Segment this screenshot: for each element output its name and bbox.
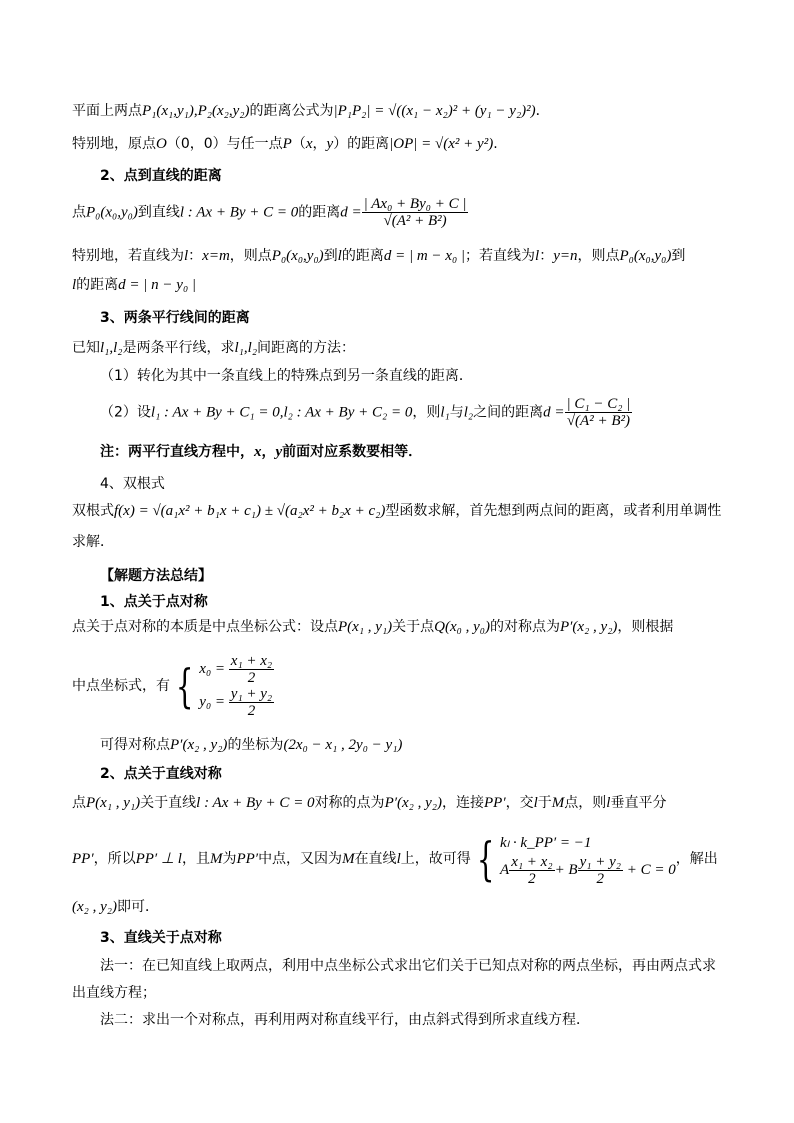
line-solve: [72, 897, 732, 917]
text: ，连接: [442, 795, 484, 811]
text: 的距离: [298, 204, 341, 221]
text: 的距离: [76, 277, 119, 293]
line-special-case-cont: [72, 275, 732, 295]
math: l₁: [440, 404, 450, 421]
math-d-eq: d =: [340, 204, 362, 221]
math: d =: [543, 404, 565, 421]
equation-system: [199, 653, 274, 719]
math-p0: P₀(x₀,y₀): [86, 204, 138, 221]
line-method-a-cont: 出直线方程；: [72, 985, 156, 1001]
line-midpoint-system: [72, 646, 732, 726]
equation-midpoint-on-line: A $\frac{\text{x₁ + x₂}}{2}$ + B $\frac{\text{y₁ + y₂}}{2}$ + C = 0: [500, 853, 676, 887]
line-point-symmetry: [72, 617, 732, 637]
line-point-line-formula: [72, 196, 732, 229]
fraction-point-line: [362, 196, 469, 229]
text: 平面上两点: [72, 103, 142, 119]
math: d = | m − x₀ |: [383, 248, 466, 264]
text: ，: [312, 136, 327, 152]
math: l₂: [463, 404, 474, 421]
equation-system: [500, 832, 676, 887]
line-double-radical-cont: 求解．: [72, 534, 114, 550]
text: 是两条平行线，求: [122, 340, 235, 356]
text: （: [291, 136, 306, 152]
math: M: [342, 851, 355, 867]
math: P₀(x₀,y₀): [619, 248, 672, 264]
math: PP′: [236, 851, 259, 867]
text: ，所以: [93, 851, 136, 867]
fraction-denominator: √(A² + B²): [383, 213, 447, 229]
text: 的距离公式为: [249, 103, 334, 119]
text: ，交: [505, 795, 534, 811]
line-distance-two-points: [72, 101, 732, 121]
text: 的对称点为: [489, 619, 560, 635]
text: （2）设: [100, 404, 151, 421]
text: 可得对称点: [100, 737, 170, 753]
text: ，则: [412, 404, 441, 421]
math: M: [209, 851, 223, 867]
line-perpendicular-system: [72, 824, 732, 894]
text: ）的距离: [333, 136, 390, 152]
text: （0，0）与任一点: [166, 136, 283, 152]
math: l: [184, 248, 189, 264]
math: PP′ ⊥ l: [135, 851, 182, 867]
text: 到直线: [137, 204, 180, 221]
text: 在直线: [354, 851, 397, 867]
math: l: [396, 851, 401, 867]
math: PP′: [484, 795, 506, 811]
math: x: [254, 444, 262, 460]
fraction-numerator: | Ax₀ + By₀ + C |: [363, 196, 467, 212]
heading-method-summary: 【解题方法总结】: [100, 568, 212, 584]
math: l: [535, 248, 540, 264]
line-point-line-symmetry: [72, 793, 732, 813]
text: .: [493, 136, 498, 152]
text: 为: [222, 851, 237, 867]
math-y: y: [326, 136, 334, 152]
text: 的坐标为: [227, 737, 284, 753]
math: l: [606, 795, 611, 811]
brace-icon: {: [476, 832, 495, 886]
text: 关于直线: [140, 795, 197, 811]
text: 上，故可得: [400, 851, 471, 867]
text: ；若直线为: [465, 248, 536, 264]
text: ：: [188, 248, 203, 264]
text: ：: [539, 248, 554, 264]
text: ，则根据: [617, 619, 674, 635]
text: 前面对应系数要相等．: [282, 444, 423, 460]
line-parallel-intro: [72, 338, 732, 358]
math: l₁,l₂: [234, 340, 258, 356]
text: 点: [72, 795, 86, 811]
brace-icon: {: [175, 659, 194, 713]
text: 注：两平行直线方程中，: [100, 444, 254, 460]
math-distance-formula: |P₁P₂| = √((x₁ − x₂)² + (y₁ − y₂)²): [333, 103, 536, 119]
text: 已知: [72, 340, 100, 356]
math: (x₂ , y₂): [72, 899, 117, 915]
equation-y0: y₀ = $\frac{\text{y₁ + y₂}}{2}$: [199, 686, 273, 719]
math: P′(x₂ , y₂): [384, 795, 442, 811]
text: 点: [72, 204, 86, 221]
text: 特别地，若直线为: [72, 248, 184, 264]
text: 中点，又因为: [258, 851, 343, 867]
fraction-numerator: | C₁ − C₂ |: [566, 396, 631, 412]
line-symmetric-point-coords: [100, 735, 760, 755]
text: ，则点: [577, 248, 620, 264]
equation-slope-product: kₗ · k_PP′ = −1: [500, 834, 592, 851]
math: P₀(x₀,y₀): [271, 248, 324, 264]
fraction-parallel: [565, 396, 633, 429]
math: M: [551, 795, 565, 811]
math-op-formula: |OP| = √(x² + y²): [389, 136, 494, 152]
text: 垂直平分: [610, 795, 667, 811]
heading-point-point-symmetry: 1、点关于点对称: [100, 594, 208, 610]
text: ，: [261, 444, 276, 460]
math: d = | n − y₀ |: [118, 277, 197, 293]
line-special-case: [72, 246, 732, 266]
heading-point-line-distance: 2、点到直线的距离: [100, 168, 222, 184]
text: 型函数求解，首先想到两点间的距离，或者利用单调性: [385, 503, 722, 519]
math-double-radical: f(x) = √(a₁x² + b₁x + c₁) ± √(a₂x² + b₂x + c₂): [114, 503, 386, 519]
text: ．: [535, 103, 550, 119]
text: ，解出: [675, 851, 718, 867]
math: l₁ : Ax + By + C₁ = 0,l₂ : Ax + By + C₂ = 0: [150, 404, 413, 421]
math: P(x₁ , y₁): [338, 619, 393, 635]
math: (2x₀ − x₁ , 2y₀ − y₁): [283, 737, 403, 753]
math-p: P: [282, 136, 292, 152]
text: 对称的点为: [314, 795, 385, 811]
math-points: P₁(x₁,y₁),P₂(x₂,y₂): [142, 103, 250, 119]
line-method-2: [100, 396, 760, 429]
math-o: O: [156, 136, 167, 152]
math: P(x₁ , y₁): [86, 795, 141, 811]
heading-line-point-symmetry: 3、直线关于点对称: [100, 930, 222, 946]
math: Q(x₀ , y₀): [434, 619, 490, 635]
text: 于: [537, 795, 552, 811]
text: 关于点: [392, 619, 435, 635]
text: 双根式: [72, 503, 114, 519]
heading-double-radical: 4、双根式: [100, 476, 165, 492]
text: 即可．: [117, 899, 159, 915]
heading-point-line-symmetry: 2、点关于直线对称: [100, 766, 222, 782]
line-method-1: （1）转化为其中一条直线上的特殊点到另一条直线的距离．: [100, 368, 473, 384]
math: l: [72, 277, 77, 293]
fraction-denominator: √(A² + B²): [566, 413, 630, 429]
equation-x0: x₀ = $\frac{\text{x₁ + x₂}}{2}$: [199, 653, 273, 686]
text: ，则点: [229, 248, 272, 264]
math: y=n: [553, 248, 578, 264]
text: 特别地，原点: [72, 136, 156, 152]
line-method-a: 法一：在已知直线上取两点，利用中点坐标公式求出它们关于已知点对称的两点坐标，再由两点式求: [100, 958, 716, 974]
math: l: [337, 248, 342, 264]
heading-parallel-lines: 3、两条平行线间的距离: [100, 310, 250, 326]
text: 到: [671, 248, 686, 264]
line-origin-distance: [72, 134, 732, 154]
math: l: [533, 795, 538, 811]
text: 中点坐标式，有: [72, 678, 170, 694]
math: l : Ax + By + C = 0: [196, 795, 315, 811]
math: PP′: [72, 851, 94, 867]
math-x: x: [305, 136, 313, 152]
math: x=m: [202, 248, 230, 264]
text: 之间的距离: [473, 404, 544, 421]
math: l₁,l₂: [100, 340, 123, 356]
text: 与: [449, 404, 464, 421]
text: 点，则: [564, 795, 607, 811]
line-method-b: 法二：求出一个对称点，再利用两对称直线平行，由点斜式得到所求直线方程．: [100, 1012, 590, 1028]
text: 点关于点对称的本质是中点坐标公式：设点: [72, 619, 338, 635]
math: P′(x₂ , y₂): [170, 737, 228, 753]
text: 的距离: [341, 248, 384, 264]
text: 到: [323, 248, 338, 264]
math: y: [275, 444, 283, 460]
math-line-l: l : Ax + By + C = 0: [179, 204, 299, 221]
math: P′(x₂ , y₂): [559, 619, 618, 635]
text: 间距离的方法：: [257, 340, 356, 356]
text: ，且: [181, 851, 210, 867]
line-double-radical: [72, 501, 732, 521]
line-note: [100, 442, 760, 462]
